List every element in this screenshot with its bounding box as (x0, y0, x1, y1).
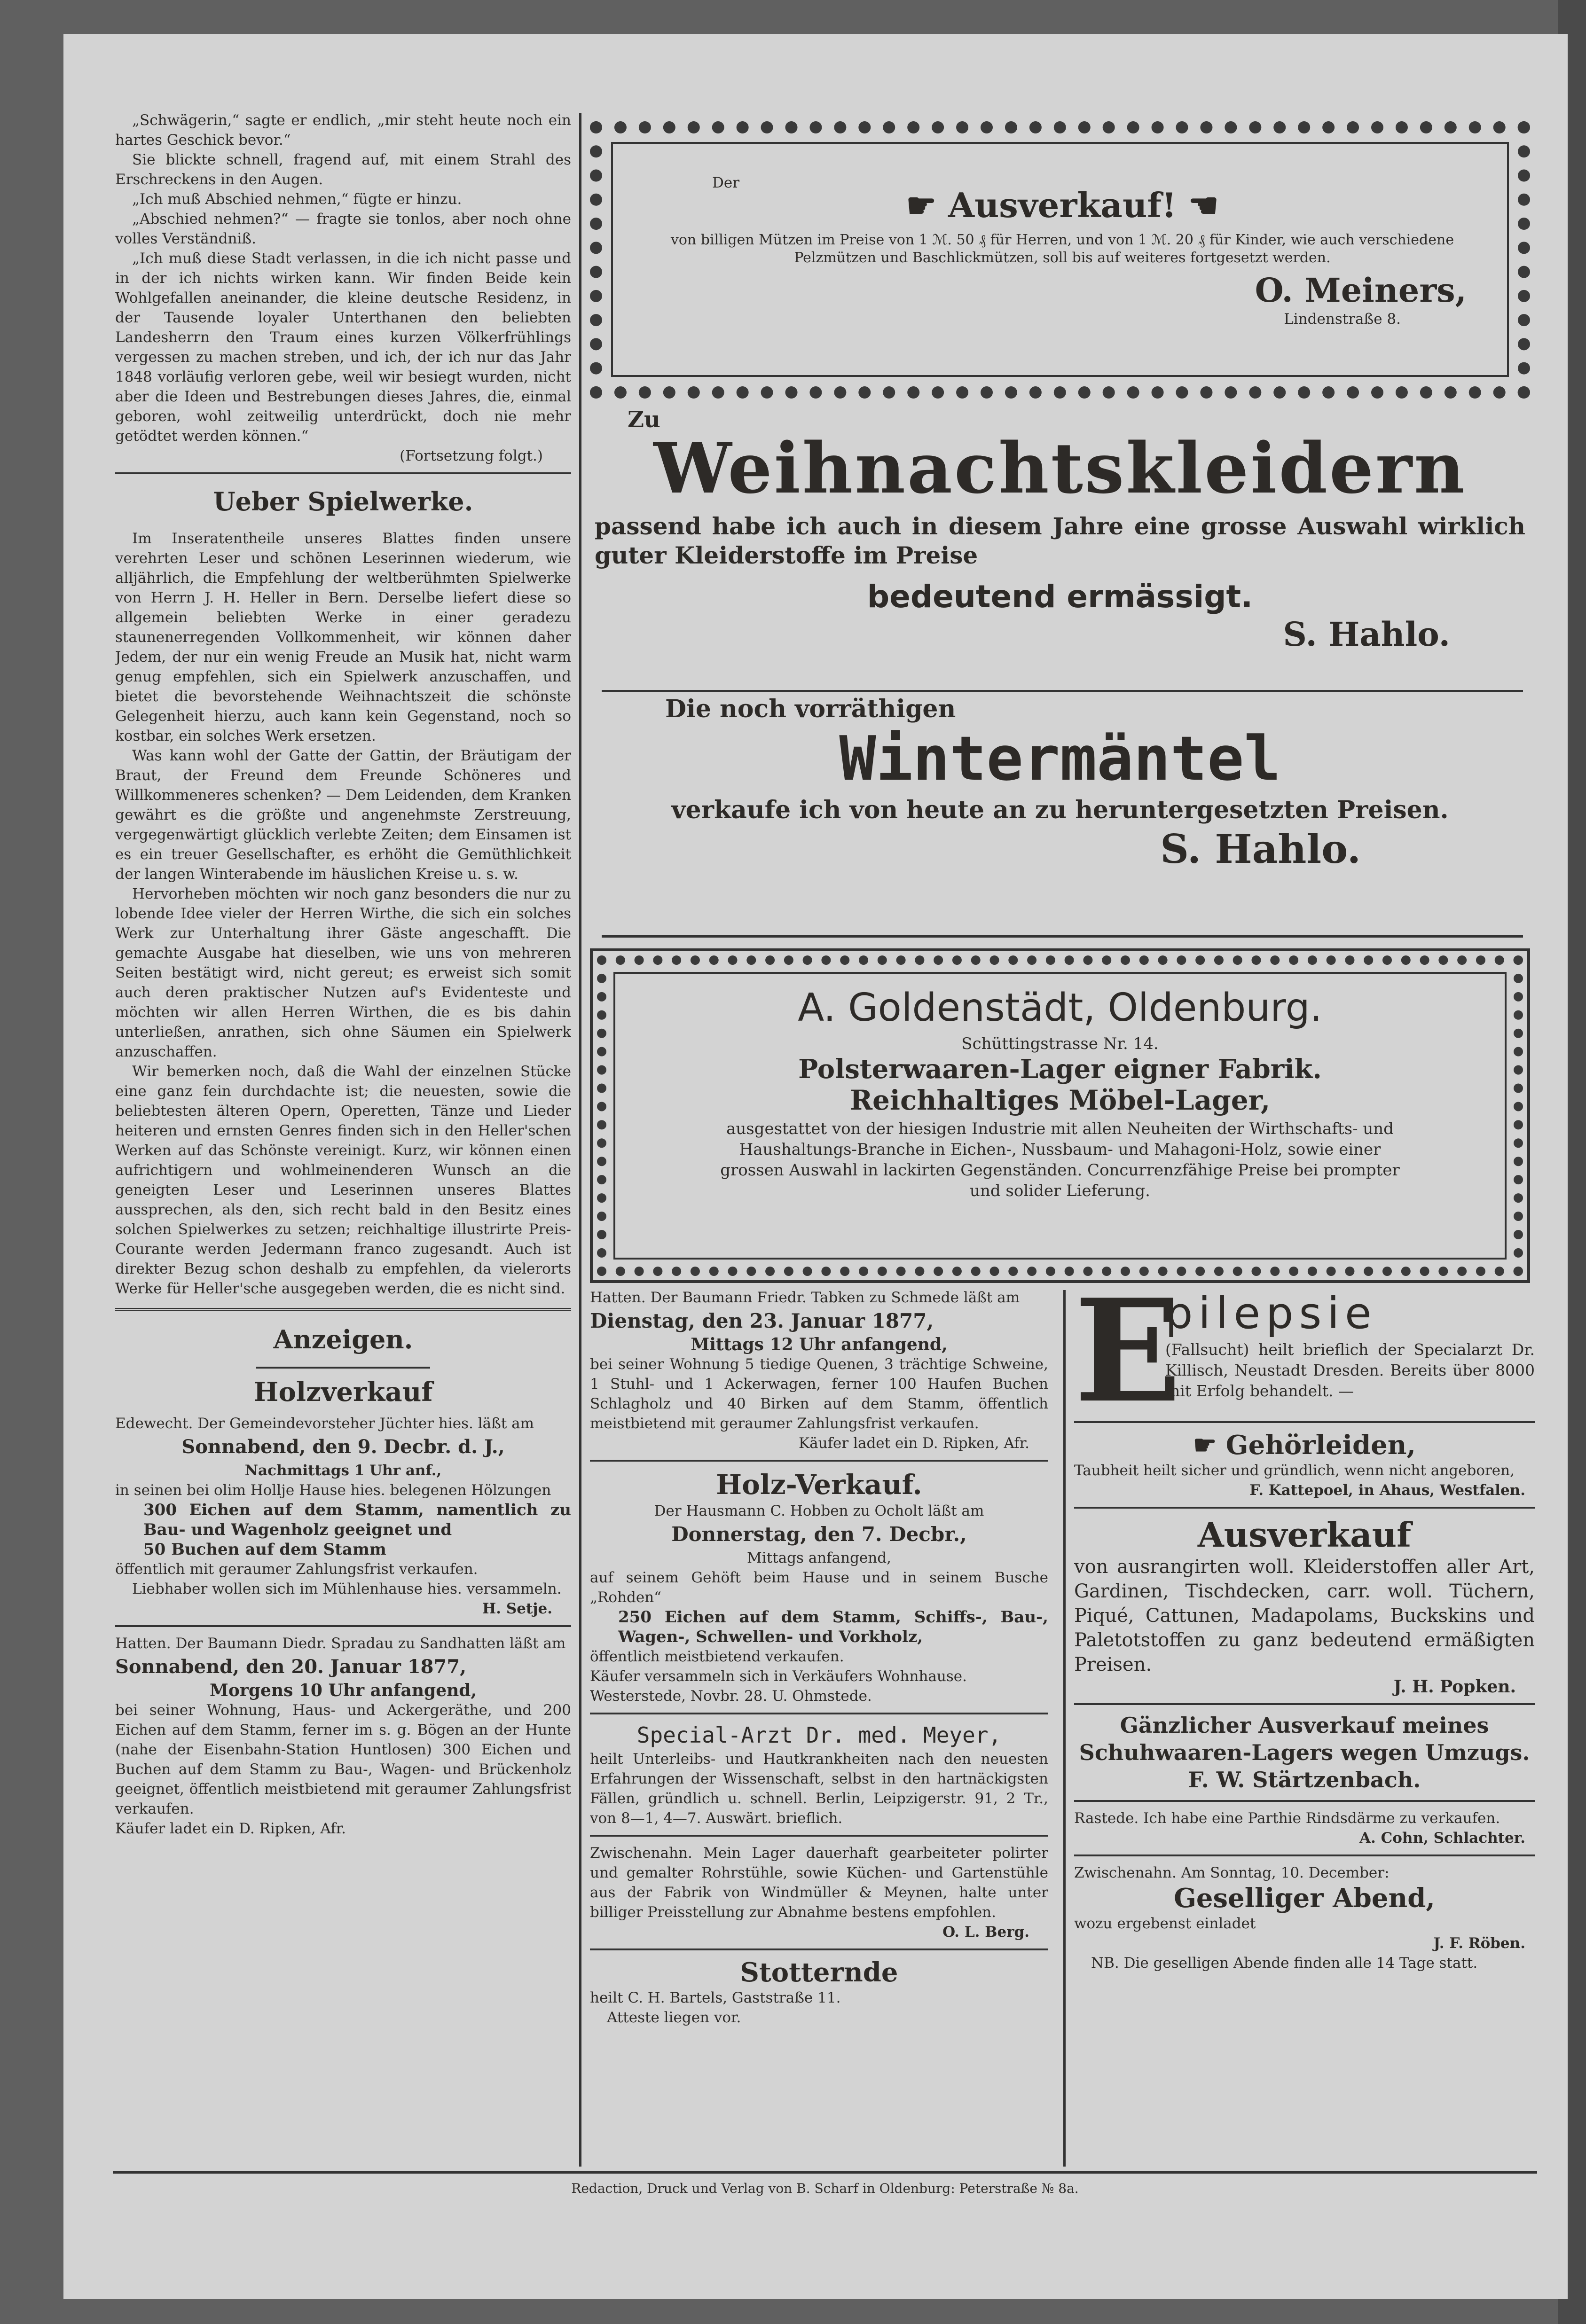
article-paragraph: Wir bemerken noch, daß die Wahl der einzelnen Stücke eine ganz fein durchdachte ist; die neuesten, sowie die beliebtesten älteren Opern, Operetten, Tänze und Lieder heiteren und ernsten Genres finden sich in den Heller'schen Werken auf das Schönste vereinigt. Kurz, wir können einen aufrichtigern und wohlmeinenderen Wunsch an die geneigten Leser und Leserinnen unseres Blattes aussprechen, als den, sich recht bald in den Besitz eines solchen Spielwerkes zu setzen; reichhaltige illustrirte Preis-Courante werden Jedermann franco zugesandt. Auch ist direkter Bezug schon deshalb zu empfehlen, da vielerorts Werke für Heller'sche ausgegeben werden, die es nicht sind. (115, 1063, 571, 1297)
ad-line: Käufer versammeln sich in Verkäufers Wohnhause. (590, 1668, 967, 1685)
ad-hahlo-maentel (590, 695, 1530, 930)
ad-line: Der Hausmann C. Hobben zu Ocholt läßt am (654, 1502, 984, 1519)
ad-time: Nachmittags 1 Uhr anf., (244, 1462, 442, 1479)
ad-meiners (630, 150, 1495, 371)
ad-roeben (1074, 1863, 1535, 1973)
section-title: Anzeigen. (273, 1324, 413, 1354)
ad-intro: Die noch vorräthigen (665, 695, 956, 723)
column-left (115, 110, 571, 2131)
ad-name: J. F. Röben. (1433, 1935, 1525, 1952)
ad-signature: Käufer ladet ein D. Ripken, Afr. (798, 1435, 1029, 1452)
ad-note: NB. Die geselligen Abende finden alle 14 Tage statt. (1091, 1955, 1478, 1972)
ad-name: O. Meiners, (1255, 271, 1467, 310)
imprint-footer: Redaction, Druck und Verlag von B. Scharf in Oldenburg: Peterstraße № 8a. (571, 2181, 1079, 2196)
ad-name: O. L. Berg. (942, 1924, 1029, 1941)
ad-title: Special-Arzt Dr. med. Meyer, (636, 1722, 1002, 1748)
ad-epilepsie (1074, 1288, 1535, 1434)
divider (602, 935, 1523, 938)
divider (1074, 1703, 1535, 1705)
story-paragraph: „Ich muß Abschied nehmen,“ fügte er hinzu. (132, 191, 462, 208)
ad-signature: Käufer ladet ein D. Ripken, Afr. (115, 1820, 346, 1837)
ad-drop-initial: E (1074, 1288, 1182, 1434)
ad-holzverkauf (115, 1373, 571, 1619)
ad-line: in seinen bei olim Hollje Hause hies. belegenen Hölzungen (115, 1482, 551, 1499)
ad-stotternde (590, 1957, 1048, 2027)
story-paragraph: „Schwägerin,“ sagte er endlich, „mir steht heute noch ein hartes Geschick bevor.“ (115, 112, 571, 149)
footer-rule (113, 2171, 1537, 2174)
ad-line: Liebhaber wollen sich im Mühlenhause hies. versammeln. (132, 1581, 562, 1597)
ad-line: Hatten. Der Baumann Friedr. Tabken zu Schmede läßt am (590, 1289, 1020, 1306)
ad-line: Edewecht. Der Gemeindevorsteher Jüchter hies. läßt am (115, 1415, 534, 1432)
ad-name: S. Hahlo. (1283, 615, 1450, 654)
article-paragraph: Was kann wohl der Gatte der Gattin, der Bräutigam der Braut, der Freund dem Freunde Schöneres und Willkommeneres schenken? — Dem Leidenden, dem Kranken gewährt es die größte und angenehmste Zerstreuung, vergegenwärtigt glücklich verlebte Zeiten; dem Einsamen ist es ein treuer Gesellschafter, es erhöht die Gemüthlichkeit der langen Winterabende im häuslichen Kreise u. s. w. (115, 747, 571, 883)
ad-line: öffentlich mit geraumer Zahlungsfrist verkaufen. (115, 1561, 478, 1578)
ad-line: öffentlich meistbietend verkaufen. (590, 1648, 844, 1665)
divider (256, 1367, 430, 1369)
divider (115, 1308, 571, 1311)
ad-text: heilt Unterleibs- und Hautkrankheiten nach den neuesten Erfahrungen der Wissenschaft, selbst in den hartnäckigsten Fällen, gründlich u. schnell. Berlin, Leipzigerstr. 91, 2 Tr., von 8—1, 4—7. Auswärt. brieflich. (590, 1751, 1048, 1827)
ad-line: heilt C. H. Bartels, Gaststraße 11. (590, 1989, 841, 2006)
story-continuation (115, 110, 571, 466)
pointing-hand-icon: ☚ (1176, 185, 1219, 225)
ad-title: Wintermäntel (839, 723, 1281, 794)
ad-address: Schüttingstrasse Nr. 14. (961, 1034, 1159, 1053)
ad-zu: Zu (628, 407, 660, 433)
story-paragraph: Sie blickte schnell, fragend auf, mit einem Strahl des Erschreckens in den Augen. (115, 151, 571, 188)
ad-der: Der (712, 174, 740, 191)
ad-name: J. H. Popken. (1393, 1677, 1516, 1697)
ad-title: Geselliger Abend, (1174, 1883, 1435, 1914)
ad-popken (1074, 1515, 1535, 1697)
ad-title: Holz-Verkauf. (716, 1469, 922, 1501)
ad-berg (590, 1843, 1048, 1942)
ad-title-text: Ausverkauf! (948, 185, 1177, 225)
ad-dr-meyer (590, 1721, 1048, 1828)
ad-time: Morgens 10 Uhr anfangend, (209, 1681, 477, 1700)
ad-text: (Fallsucht) heilt brieflich der Specialarzt Dr. Killisch, Neustadt Dresden. Bereits über 8000 mit Erfolg behandelt. — (1165, 1340, 1535, 1400)
divider (1074, 1855, 1535, 1856)
ad-date: Dienstag, den 23. Januar 1877, (590, 1309, 934, 1332)
ad-name: F. W. Stärtzenbach. (1188, 1767, 1421, 1792)
divider (590, 1835, 1048, 1837)
ad-title-text: Gehörleiden, (1225, 1430, 1416, 1461)
ad-hatten-tabken (590, 1288, 1048, 1453)
ad-line: Atteste liegen vor. (607, 2009, 741, 2026)
divider (590, 1713, 1048, 1714)
story-paragraph: „Ich muß diese Stadt verlassen, in die ich nicht passe und in der ich nichts wirken kann. Wir finden Beide kein Wohlgefallen aneinander, die kleine deutsche Residenz, in der Tausende loyaler Unterthanen den beliebten Landesherrn den Traum eines kurzen Völkerfrühlings vergessen zu machen streben, und ich, der ich nur das Jahr 1848 vorläufig verloren gebe, weil wir besiegt wurden, nicht aber die Ideen und Bestrebungen dieses Jahres, die, einmal geboren, wohl zeitweilig unterdrückt, doch nie mehr getödtet werden können.“ (115, 250, 571, 445)
ad-title: Ausverkauf (1197, 1515, 1412, 1555)
ad-hatten-spradau (115, 1634, 571, 1839)
ad-signature: Westerstede, Novbr. 28. U. Ohmstede. (590, 1688, 872, 1705)
ad-line: wozu ergebenst einladet (1074, 1915, 1256, 1932)
column-rule (579, 113, 581, 2167)
ad-item: 250 Eichen auf dem Stamm, Schiffs-, Bau-, Wagen-, Schwellen- und Vorkholz, (618, 1608, 1048, 1646)
divider (590, 1460, 1048, 1462)
continued-note: (Fortsetzung folgt.) (400, 447, 543, 464)
divider (115, 472, 571, 474)
ad-name: S. Hahlo. (1160, 826, 1361, 872)
pointing-hand-icon: ☛ (1193, 1430, 1226, 1461)
ad-date: Donnerstag, den 7. Decbr., (671, 1523, 967, 1546)
ad-holz-verkauf (590, 1468, 1048, 1706)
article-paragraph: Hervorheben möchten wir noch ganz besonders die nur zu lobende Idee vieler der Herren Wirthe, die sich ein solches Werk zur Unterhaltung ihrer Gäste angeschafft. Die gemachte Ausgabe hat dieselben, wie uns von mehreren Seiten bestätigt wird, nicht gereut; es erweist sich somit auch deren praktischer Nutzen auf's Evidenteste und möchten wir allen Herren Wirthen, die es bis dahin unterließen, anrathen, sich ohne Säumen ein Spielwerk anzuschaffen. (115, 885, 571, 1060)
ad-title: A. Goldenstädt, Oldenburg. (798, 986, 1322, 1030)
ad-line: Reichhaltiges Möbel-Lager, (849, 1084, 1271, 1116)
article-title: Ueber Spielwerke. (213, 486, 473, 516)
ad-line: auf seinem Gehöft beim Hause und in seinem Busche „Rohden“ (590, 1569, 1048, 1606)
ad-goldenstaedt (630, 978, 1490, 1255)
ad-text: Zwischenahn. Mein Lager dauerhaft gearbeiteter polirter und gemalter Rohrstühle, sowie Küchen- und Gartenstühle aus der Fabrik von Windmüller & Meynen, halte unter billiger Preisstellung zur Abnahme bestens empfohlen. (590, 1845, 1048, 1921)
ad-line: Polsterwaaren-Lager eigner Fabrik. (798, 1054, 1322, 1085)
ad-line: Zwischenahn. Am Sonntag, 10. December: (1074, 1864, 1390, 1881)
column-right (1074, 1288, 1535, 2167)
ad-text: passend habe ich auch in diesem Jahre eine grosse Auswahl wirklich guter Kleiderstoffe im Preise (595, 512, 1525, 569)
ad-title: Holzverkauf (253, 1377, 433, 1408)
ad-cohn (1074, 1808, 1535, 1848)
divider (590, 1948, 1048, 1950)
divider (1074, 1507, 1535, 1509)
ad-date: Sonnabend, den 20. Januar 1877, (115, 1656, 467, 1678)
ad-text: ausgestattet von der hiesigen Industrie mit allen Neuheiten der Wirthschafts- und Haushaltungs-Branche in Eichen-, Nussbaum- und Mahagoni-Holz, sowie einer grossen Auswahl in lackirten Gegenständen. Concurrenzfähige Preise bei prompter und solider Lieferung. (720, 1119, 1400, 1200)
ad-text: Gänzlicher Ausverkauf meines Schuhwaaren-Lagers wegen Umzugs. (1079, 1713, 1530, 1765)
ad-name: A. Cohn, Schlachter. (1359, 1830, 1525, 1847)
pointing-hand-icon: ☛ (906, 185, 949, 225)
ad-text: Taubheit heilt sicher und gründlich, wenn nicht angeboren, (1074, 1462, 1515, 1479)
ad-date: Sonnabend, den 9. Decbr. d. J., (181, 1436, 505, 1458)
ad-title: Weihnachtskleidern (653, 427, 1467, 509)
ad-time: Mittags anfangend, (747, 1549, 891, 1566)
ad-text: von ausrangirten woll. Kleiderstoffen aller Art, Gardinen, Tischdecken, carr. woll. Tüchern, Piqué, Cattunen, Madapolams, Buckskins und Paletotstoffen zu ganz bedeutend ermäßigten Preisen. (1074, 1556, 1535, 1675)
ad-item: 50 Buchen auf dem Stamm (143, 1540, 386, 1559)
ad-line: bei seiner Wohnung 5 tiedige Quenen, 3 trächtige Schweine, 1 Stuhl- und 1 Ackerwagen, ferner 100 Haufen Buchen Schlagholz und 40 Birken auf dem Stamm, öffentlich meistbietend mit geraumer Zahlungsfrist verkaufen. (590, 1356, 1048, 1432)
ad-emphasis: bedeutend ermässigt. (867, 579, 1253, 615)
ad-address: Lindenstraße 8. (1284, 311, 1401, 328)
ad-title: pilepsie (1165, 1288, 1377, 1338)
ad-staertzenbach (1074, 1712, 1535, 1793)
ad-line: Hatten. Der Baumann Diedr. Spradau zu Sandhatten läßt am (115, 1635, 566, 1652)
ad-text: verkaufe ich von heute an zu heruntergesetzten Preisen. (671, 796, 1449, 824)
column-rule (1063, 1290, 1066, 2167)
divider (1074, 1800, 1535, 1802)
ad-name: F. Kattepoel, in Ahaus, Westfalen. (1249, 1482, 1525, 1499)
ad-hahlo-kleider (590, 407, 1530, 689)
ad-line: bei seiner Wohnung, Haus- und Ackergeräthe, und 200 Eichen auf dem Stamm, ferner im s. g. Bögen an der Hunte (nahe der Eisenbahn-Station Huntlosen) 300 Eichen und Buchen auf dem Stamm zu Bau-, Wagen- und Brückenholz geeignet, öffentlich meistbietend mit geraumer Zahlungsfrist verkaufen. (115, 1702, 571, 1817)
article-paragraph: Im Inseratentheile unseres Blattes finden unsere verehrten Leser und schönen Leserinnen wiederum, wie alljährlich, die Empfehlung der weltberühmten Spielwerke von Herrn J. H. Heller in Bern. Derselbe liefert diese so allgemein beliebten Werke in einer geradezu staunenerregenden Vollkommenheit, wir können daher Jedem, der nur ein wenig Freude an Musik hat, nicht warm genug empfehlen, sich ein Spielwerk anzuschaffen, und bietet die bevorstehende Weihnachtszeit die schönste Gelegenheit hierzu, auch kann kein Gegenstand, noch so kostbar, ein solches Werk ersetzen. (115, 530, 571, 744)
ad-text: Rastede. Ich habe eine Parthie Rindsdärme zu verkaufen. (1074, 1810, 1500, 1827)
ad-gehoerleiden (1074, 1430, 1535, 1500)
ad-title: Stotternde (740, 1957, 898, 1988)
ad-time: Mittags 12 Uhr anfangend, (691, 1335, 948, 1354)
ad-text: von billigen Mützen im Preise von 1 ℳ. 50 ₰ für Herren, und von 1 ℳ. 20 ₰ für Kinder, wie auch verschiedene Pelzmützen und Baschlickmützen, soll bis auf weiteres fortgesetzt werden. (670, 232, 1454, 266)
ad-title (630, 184, 1495, 227)
story-paragraph: „Abschied nehmen?“ — fragte sie tonlos, aber noch ohne volles Verständniß. (115, 211, 571, 247)
ad-title (1074, 1430, 1535, 1461)
divider (602, 690, 1523, 692)
column-middle (590, 1288, 1048, 2167)
ad-signature: H. Setje. (482, 1600, 552, 1617)
ad-item: 300 Eichen auf dem Stamm, namentlich zu Bau- und Wagenholz geeignet und (143, 1501, 571, 1539)
divider (115, 1625, 571, 1627)
